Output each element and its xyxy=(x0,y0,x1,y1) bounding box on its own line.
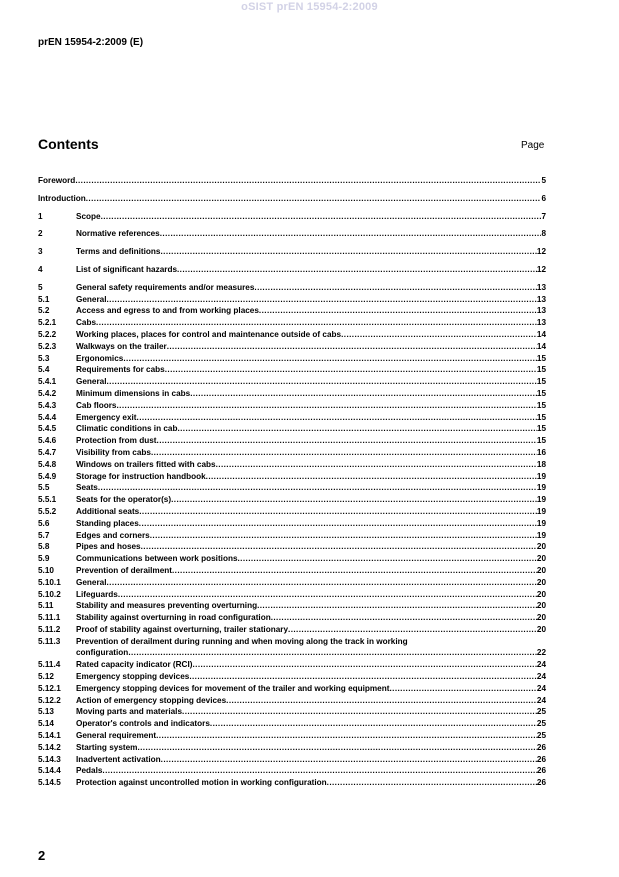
dot-leader xyxy=(139,518,537,530)
toc-entry-page: 19 xyxy=(536,495,546,505)
toc-entry[interactable] xyxy=(38,435,546,447)
toc-entry-number: 5.5 xyxy=(38,483,50,493)
toc-entry-page: 20 xyxy=(536,624,546,634)
toc-entry-number: 5.14 xyxy=(38,719,54,729)
toc-entry-number: 5.4 xyxy=(38,365,50,375)
dot-leader xyxy=(150,530,537,542)
dot-leader xyxy=(141,541,537,553)
dot-leader xyxy=(192,659,536,671)
toc-entry[interactable] xyxy=(38,706,546,718)
toc-entry-page: 18 xyxy=(536,459,546,469)
toc-entry-number: 5.14.3 xyxy=(38,754,61,764)
toc-entry-number: 5.4.8 xyxy=(38,459,57,469)
toc-entry-number: 5.2.3 xyxy=(38,341,57,351)
toc-entry[interactable] xyxy=(38,412,546,424)
toc-entry-number: 5.14.4 xyxy=(38,766,61,776)
toc-entry[interactable] xyxy=(38,459,546,471)
toc-entry[interactable] xyxy=(38,211,546,223)
toc-entry-number: 5.12.2 xyxy=(38,695,61,705)
toc-entry-title: Additional seats xyxy=(76,506,140,516)
dot-leader xyxy=(341,329,537,341)
document-id: prEN 15954-2:2009 (E) xyxy=(38,37,144,48)
toc-entry-page: 19 xyxy=(536,530,546,540)
toc-entry-number: 5.14.5 xyxy=(38,778,61,788)
toc-entry-number: 5.14.1 xyxy=(38,731,61,741)
dot-leader xyxy=(137,412,537,424)
toc-entry-number: 5.10.1 xyxy=(38,577,61,587)
dot-leader xyxy=(189,671,537,683)
toc-entry-number: 5.4.6 xyxy=(38,436,57,446)
toc-entry-number: 5.8 xyxy=(38,542,50,552)
toc-entry-page: 19 xyxy=(536,506,546,516)
toc-entry-title: configuration xyxy=(76,648,129,658)
toc-entry-number: 5.11.2 xyxy=(38,624,61,634)
toc-entry-title: General xyxy=(76,577,107,587)
toc-entry-page: 7 xyxy=(541,211,546,221)
dot-leader xyxy=(107,376,537,388)
toc-entry-title: Prevention of derailment xyxy=(76,565,172,575)
toc-entry-page: 24 xyxy=(536,695,546,705)
dot-leader xyxy=(128,647,537,659)
toc-entry-title: Rated capacity indicator (RCI) xyxy=(76,660,193,670)
dot-leader xyxy=(75,175,541,187)
dot-leader xyxy=(101,211,542,223)
toc-entry-page: 15 xyxy=(536,436,546,446)
toc-entry-title: Seats xyxy=(76,483,98,493)
toc-entry-title: Introduction xyxy=(38,193,86,203)
toc-entry-page: 25 xyxy=(536,731,546,741)
toc-entry-title: Action of emergency stopping devices xyxy=(76,695,227,705)
toc-entry-page: 12 xyxy=(536,247,546,257)
toc-entry-title: Climatic conditions in cab xyxy=(76,424,178,434)
toc-entry-title: Ergonomics xyxy=(76,353,124,363)
toc-entry[interactable] xyxy=(38,193,546,205)
toc-entry-title: Protection against uncontrolled motion in working configuration xyxy=(76,778,327,788)
toc-entry[interactable] xyxy=(38,636,546,648)
toc-entry-number: 5.2 xyxy=(38,306,50,316)
toc-entry-page: 15 xyxy=(536,365,546,375)
toc-entry-page: 26 xyxy=(536,766,546,776)
toc-entry-page: 19 xyxy=(536,471,546,481)
toc-entry-page: 13 xyxy=(536,294,546,304)
toc-entry-page: 16 xyxy=(536,447,546,457)
dot-leader xyxy=(259,305,537,317)
dot-leader xyxy=(327,777,537,789)
toc-entry-title: Edges and corners xyxy=(76,530,150,540)
toc-entry-title: Standing places xyxy=(76,518,139,528)
toc-entry[interactable] xyxy=(38,647,546,659)
toc-entry[interactable] xyxy=(38,730,546,742)
toc-entry-page: 13 xyxy=(536,282,546,292)
toc-entry-number: 5.14.2 xyxy=(38,742,61,752)
toc-entry-title: General xyxy=(76,294,107,304)
dot-leader xyxy=(102,765,536,777)
toc-entry-number: 5.13 xyxy=(38,707,54,717)
toc-entry[interactable] xyxy=(38,683,546,695)
dot-leader xyxy=(160,246,536,258)
toc-entry[interactable] xyxy=(38,329,546,341)
toc-entry-title: Inadvertent activation xyxy=(76,754,161,764)
toc-entry-title: Emergency exit xyxy=(76,412,137,422)
toc-entry-page: 19 xyxy=(536,518,546,528)
toc-entry-title: Protection from dust xyxy=(76,436,157,446)
dot-leader xyxy=(151,447,537,459)
toc-entry-title: General requirement xyxy=(76,731,157,741)
toc-entry-number: 5.9 xyxy=(38,554,50,564)
toc-entry-number: 2 xyxy=(38,229,43,239)
toc-entry-page: 13 xyxy=(536,318,546,328)
dot-leader xyxy=(156,730,537,742)
toc-entry-title: Pipes and hoses xyxy=(76,542,141,552)
toc-entry-title: Visibility from cabs xyxy=(76,447,151,457)
dot-leader xyxy=(288,624,537,636)
toc-entry-title: Stability against overturning in road configuration xyxy=(76,613,271,623)
toc-entry-title: Stability and measures preventing overturning xyxy=(76,601,258,611)
toc-entry-number: 3 xyxy=(38,247,43,257)
dot-leader xyxy=(139,506,537,518)
toc-entry[interactable] xyxy=(38,376,546,388)
toc-entry-title: Seats for the operator(s) xyxy=(76,495,172,505)
toc-entry-title: Scope xyxy=(76,211,101,221)
toc-entry[interactable] xyxy=(38,754,546,766)
toc-entry-page: 15 xyxy=(536,424,546,434)
toc-entry-page: 20 xyxy=(536,565,546,575)
toc-entry[interactable] xyxy=(38,282,546,294)
toc-entry-number: 5.11 xyxy=(38,601,54,611)
toc-entry-title: Operator's controls and indicators xyxy=(76,719,210,729)
dot-leader xyxy=(226,695,537,707)
toc-entry[interactable] xyxy=(38,353,546,365)
dot-leader xyxy=(167,341,537,353)
toc-entry-title: Moving parts and materials xyxy=(76,707,183,717)
dot-leader xyxy=(271,612,537,624)
toc-entry-page: 24 xyxy=(536,660,546,670)
toc-entry-number: 5.4.2 xyxy=(38,388,57,398)
toc-entry-number: 5.12.1 xyxy=(38,683,61,693)
toc-entry-number: 5.1 xyxy=(38,294,50,304)
toc-entry-page: 15 xyxy=(536,400,546,410)
page-number: 2 xyxy=(38,848,46,863)
dot-leader xyxy=(210,718,537,730)
toc-entry-page: 19 xyxy=(536,483,546,493)
toc-entry-page: 6 xyxy=(541,193,546,203)
toc-entry-page: 20 xyxy=(536,601,546,611)
toc-entry[interactable] xyxy=(38,447,546,459)
toc-entry[interactable] xyxy=(38,228,546,240)
toc-entry-title: Proof of stability against overturning, trailer stationary xyxy=(76,624,289,634)
toc-entry-title: Communications between work positions xyxy=(76,554,238,564)
toc-entry-title: Pedals xyxy=(76,766,103,776)
toc-entry-number: 1 xyxy=(38,211,43,221)
toc-entry-page: 15 xyxy=(536,377,546,387)
toc-entry[interactable] xyxy=(38,612,546,624)
toc-entry-title: Walkways on the trailer xyxy=(76,341,167,351)
toc-entry-number: 5.4.4 xyxy=(38,412,57,422)
toc-entry[interactable] xyxy=(38,530,546,542)
dot-leader xyxy=(137,742,536,754)
toc-entry-page: 5 xyxy=(541,176,546,185)
dot-leader xyxy=(118,589,537,601)
toc-entry[interactable] xyxy=(38,506,546,518)
toc-entry-page: 14 xyxy=(536,341,546,351)
toc-entry[interactable] xyxy=(38,482,546,494)
dot-leader xyxy=(86,193,542,205)
toc-entry[interactable] xyxy=(38,553,546,565)
toc-entry-page: 25 xyxy=(536,719,546,729)
toc-entry[interactable] xyxy=(38,388,546,400)
dot-leader xyxy=(172,565,537,577)
toc-entry[interactable] xyxy=(38,659,546,671)
dot-leader xyxy=(96,317,537,329)
toc-entry[interactable] xyxy=(38,718,546,730)
toc-entry[interactable] xyxy=(38,246,546,258)
toc-entry[interactable] xyxy=(38,494,546,506)
dot-leader xyxy=(238,553,537,565)
dot-leader xyxy=(389,683,536,695)
toc-entry-number: 5.11.1 xyxy=(38,613,61,623)
toc-entry[interactable] xyxy=(38,777,546,789)
toc-entry-number: 4 xyxy=(38,264,43,274)
toc-entry-number: 5.10 xyxy=(38,565,54,575)
dot-leader xyxy=(171,494,537,506)
page-column-label: Page xyxy=(521,140,545,151)
toc-entry-page: 26 xyxy=(536,778,546,788)
toc-entry-title: Cabs xyxy=(76,318,97,328)
dot-leader xyxy=(161,754,537,766)
toc-entry[interactable] xyxy=(38,541,546,553)
toc-entry[interactable] xyxy=(38,624,546,636)
dot-leader xyxy=(182,706,537,718)
toc-entry-number: 5.4.7 xyxy=(38,447,57,457)
toc-entry-title: Terms and definitions xyxy=(76,247,161,257)
toc-entry-page: 20 xyxy=(536,613,546,623)
table-of-contents xyxy=(38,175,546,789)
toc-entry-title: Foreword xyxy=(38,176,76,185)
toc-entry[interactable] xyxy=(38,671,546,683)
toc-entry-number: 5.12 xyxy=(38,672,54,682)
toc-entry[interactable] xyxy=(38,565,546,577)
dot-leader xyxy=(165,364,537,376)
toc-entry-title: Working places, places for control and maintenance outside of cabs xyxy=(76,329,342,339)
dot-leader xyxy=(123,353,537,365)
toc-entry[interactable] xyxy=(38,175,546,187)
toc-entry-number: 5.3 xyxy=(38,353,50,363)
toc-entry-page: 22 xyxy=(536,648,546,658)
toc-entry-number: 5.10.2 xyxy=(38,589,61,599)
toc-entry-page: 20 xyxy=(536,554,546,564)
dot-leader xyxy=(157,435,537,447)
toc-entry-number: 5.4.9 xyxy=(38,471,57,481)
toc-entry[interactable] xyxy=(38,400,546,412)
toc-entry-title: Storage for instruction handbook xyxy=(76,471,206,481)
toc-entry-page: 8 xyxy=(541,229,546,239)
toc-entry-page: 14 xyxy=(536,329,546,339)
toc-entry-number: 5 xyxy=(38,282,43,292)
dot-leader xyxy=(177,423,536,435)
toc-entry-page: 25 xyxy=(536,707,546,717)
toc-entry-number: 5.6 xyxy=(38,518,50,528)
toc-entry-page: 20 xyxy=(536,577,546,587)
toc-entry[interactable] xyxy=(38,600,546,612)
toc-entry-page: 24 xyxy=(536,672,546,682)
toc-entry-title: Cab floors xyxy=(76,400,117,410)
dot-leader xyxy=(160,228,542,240)
toc-entry[interactable] xyxy=(38,305,546,317)
toc-entry-number: 5.7 xyxy=(38,530,50,540)
toc-entry[interactable] xyxy=(38,294,546,306)
dot-leader xyxy=(206,471,537,483)
toc-entry-page: 13 xyxy=(536,306,546,316)
toc-entry[interactable] xyxy=(38,471,546,483)
toc-entry[interactable] xyxy=(38,695,546,707)
contents-title: Contents xyxy=(38,136,99,152)
toc-entry-title: Emergency stopping devices for movement of the trailer and working equipment xyxy=(76,683,390,693)
toc-entry-page: 20 xyxy=(536,589,546,599)
toc-entry-number: 5.5.2 xyxy=(38,506,57,516)
toc-entry-title: List of significant hazards xyxy=(76,264,177,274)
toc-entry-page: 26 xyxy=(536,742,546,752)
toc-entry-page: 15 xyxy=(536,388,546,398)
toc-entry-number: 5.2.2 xyxy=(38,329,57,339)
toc-entry-page: 15 xyxy=(536,412,546,422)
toc-entry-title: Starting system xyxy=(76,742,138,752)
toc-entry[interactable] xyxy=(38,341,546,353)
toc-entry-number: 5.11.3 xyxy=(38,636,61,646)
toc-entry-page: 26 xyxy=(536,754,546,764)
toc-entry-title: Minimum dimensions in cabs xyxy=(76,388,191,398)
toc-entry[interactable] xyxy=(38,317,546,329)
toc-entry-page: 15 xyxy=(536,353,546,363)
toc-entry-title: Emergency stopping devices xyxy=(76,672,190,682)
toc-entry-page: 24 xyxy=(536,683,546,693)
toc-entry[interactable] xyxy=(38,264,546,276)
toc-entry[interactable] xyxy=(38,589,546,601)
toc-entry[interactable] xyxy=(38,364,546,376)
toc-entry-page: 20 xyxy=(536,542,546,552)
toc-entry-number: 5.4.3 xyxy=(38,400,57,410)
toc-entry-title: Prevention of derailment during running and when moving along the track in working xyxy=(76,636,408,646)
toc-entry-number: 5.4.1 xyxy=(38,377,57,387)
toc-entry-title: Access and egress to and from working places xyxy=(76,306,259,316)
toc-entry-title: Requirements for cabs xyxy=(76,365,165,375)
dot-leader xyxy=(117,400,537,412)
dot-leader xyxy=(254,282,537,294)
toc-entry[interactable] xyxy=(38,577,546,589)
toc-entry-number: 5.4.5 xyxy=(38,424,57,434)
toc-entry-number: 5.2.1 xyxy=(38,318,57,328)
dot-leader xyxy=(257,600,537,612)
dot-leader xyxy=(98,482,537,494)
dot-leader xyxy=(177,264,537,276)
dot-leader xyxy=(107,294,537,306)
toc-entry-number: 5.11.4 xyxy=(38,660,61,670)
dot-leader xyxy=(107,577,537,589)
toc-entry-title: General safety requirements and/or measures xyxy=(76,282,255,292)
toc-entry-title: General xyxy=(76,377,107,387)
toc-entry-number: 5.5.1 xyxy=(38,495,57,505)
toc-entry-title: Lifeguards xyxy=(76,589,118,599)
dot-leader xyxy=(190,388,537,400)
toc-entry[interactable] xyxy=(38,742,546,754)
toc-entry-title: Windows on trailers fitted with cabs xyxy=(76,459,216,469)
toc-entry[interactable] xyxy=(38,765,546,777)
toc-entry-page: 12 xyxy=(536,264,546,274)
watermark: oSIST prEN 15954-2:2009 xyxy=(241,1,378,13)
dot-leader xyxy=(216,459,537,471)
toc-entry-title: Normative references xyxy=(76,229,160,239)
toc-entry[interactable] xyxy=(38,423,546,435)
toc-entry[interactable] xyxy=(38,518,546,530)
